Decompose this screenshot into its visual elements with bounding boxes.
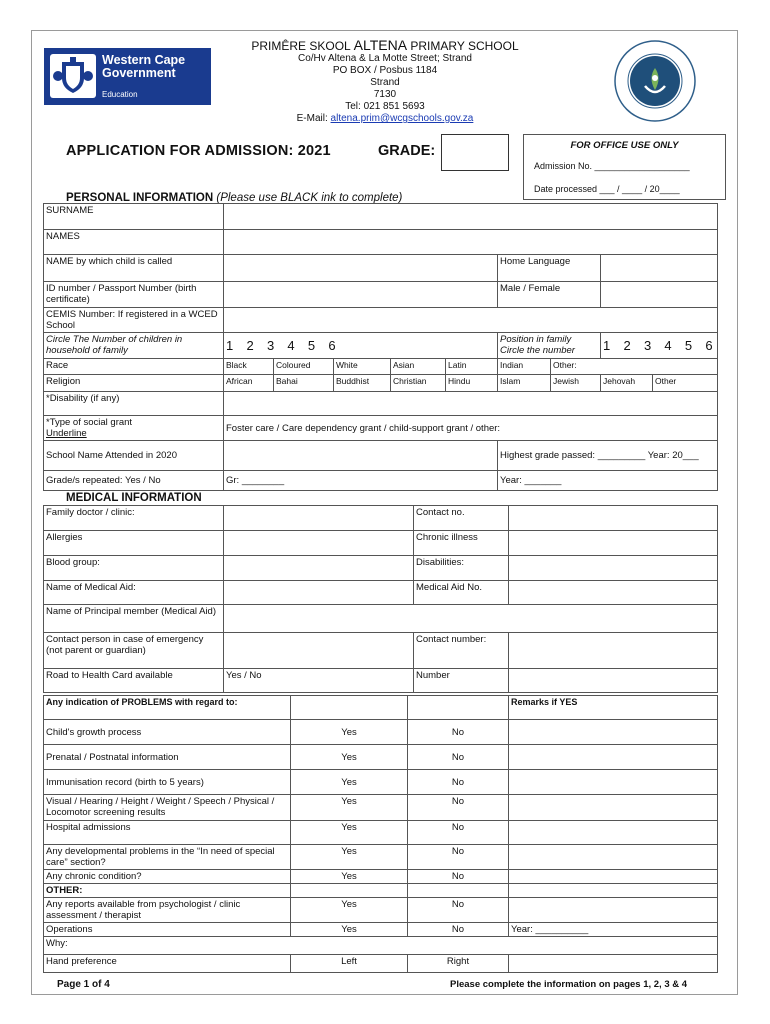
religion-option[interactable]: Other — [653, 375, 718, 392]
school-seal — [612, 38, 698, 124]
race-option[interactable]: Asian — [391, 359, 446, 375]
remarks-field[interactable] — [509, 795, 718, 821]
table-row — [44, 955, 718, 973]
allergies-field[interactable] — [224, 531, 414, 556]
table-row — [44, 359, 718, 375]
blank-cell — [509, 955, 718, 973]
coat-of-arms-icon — [50, 54, 96, 98]
religion-option[interactable]: Christian — [391, 375, 446, 392]
chronic-field[interactable] — [509, 531, 718, 556]
blank-cell — [408, 884, 509, 898]
surname-field[interactable] — [224, 204, 718, 230]
table-row — [44, 898, 718, 923]
highest-grade-field[interactable]: Highest grade passed: _________ Year: 20___ — [498, 441, 718, 471]
other-label: OTHER: — [44, 884, 291, 898]
religion-option[interactable]: Bahai — [274, 375, 334, 392]
no-option[interactable]: No — [408, 898, 509, 923]
number-label: Number — [414, 669, 509, 693]
id-number-label: ID number / Passport Number (birth certificate) — [44, 282, 224, 308]
names-label: NAMES — [44, 230, 224, 255]
grant-underline: Underline — [46, 428, 87, 439]
position-label: Position in family Circle the number — [498, 333, 601, 359]
table-row — [44, 795, 718, 821]
no-option[interactable]: No — [408, 870, 509, 884]
table-row — [44, 745, 718, 770]
personal-note: (Please use BLACK ink to complete) — [216, 192, 403, 204]
problem-label: Child's growth process — [44, 720, 291, 745]
race-option[interactable]: Other: — [551, 359, 718, 375]
gender-field[interactable] — [601, 282, 718, 308]
repeated-label: Grade/s repeated: Yes / No — [44, 471, 224, 491]
road-card-label: Road to Health Card available — [44, 669, 224, 693]
table-row — [44, 633, 718, 669]
table-row — [44, 375, 718, 392]
title-pre: PRIMÊRE SKOOL — [251, 39, 351, 53]
race-option[interactable]: White — [334, 359, 391, 375]
grant-label: *Type of social grant Underline — [44, 416, 224, 441]
table-row — [44, 416, 718, 441]
race-label: Race — [44, 359, 224, 375]
contact-no-label: Contact no. — [414, 506, 509, 531]
remarks-field[interactable] — [509, 870, 718, 884]
number-field[interactable] — [509, 669, 718, 693]
doctor-field[interactable] — [224, 506, 414, 531]
principal-field[interactable] — [224, 605, 718, 633]
remarks-heading: Remarks if YES — [509, 696, 718, 720]
remarks-field[interactable] — [509, 898, 718, 923]
called-label: NAME by which child is called — [44, 255, 224, 282]
children-label: Circle The Number of children in household of family — [44, 333, 224, 359]
religion-option[interactable]: Jehovah — [601, 375, 653, 392]
table-row — [44, 441, 718, 471]
right-option[interactable]: Right — [408, 955, 509, 973]
yes-option[interactable]: Yes — [291, 870, 408, 884]
table-row — [44, 937, 718, 955]
aid-field[interactable] — [224, 581, 414, 605]
no-option[interactable]: No — [408, 923, 509, 937]
blank-cell — [408, 696, 509, 720]
hand-label: Hand preference — [44, 955, 291, 973]
western-cape-logo — [44, 48, 211, 105]
race-option[interactable]: Coloured — [274, 359, 334, 375]
no-option[interactable]: No — [408, 795, 509, 821]
yes-option[interactable]: Yes — [291, 898, 408, 923]
email-label: E-Mail: — [296, 113, 328, 124]
religion-option[interactable]: Jewish — [551, 375, 601, 392]
operations-label: Operations — [44, 923, 291, 937]
table-row — [44, 230, 718, 255]
disabilities-field[interactable] — [509, 556, 718, 581]
blood-label: Blood group: — [44, 556, 224, 581]
school-attended-label: School Name Attended in 2020 — [44, 441, 224, 471]
blank-cell — [291, 696, 408, 720]
remarks-field[interactable] — [509, 720, 718, 745]
table-row — [44, 720, 718, 745]
table-row — [44, 506, 718, 531]
home-language-label: Home Language — [498, 255, 601, 282]
contact-number-field[interactable] — [509, 633, 718, 669]
no-option[interactable]: No — [408, 745, 509, 770]
date-processed: Date processed ___ / ____ / 20____ — [534, 184, 680, 194]
repeated-year-field[interactable]: Year: _______ — [498, 471, 718, 491]
medical-section-title: MEDICAL INFORMATION — [66, 492, 202, 504]
table-row — [44, 605, 718, 633]
contact-number-label: Contact number: — [414, 633, 509, 669]
medical-info-table — [43, 505, 718, 693]
aid-label: Name of Medical Aid: — [44, 581, 224, 605]
table-row — [44, 884, 718, 898]
blank-cell — [291, 884, 408, 898]
problems-heading: Any indication of PROBLEMS with regard to: — [44, 696, 291, 720]
doctor-label: Family doctor / clinic: — [44, 506, 224, 531]
problem-label: Visual / Hearing / Height / Weight / Speech / Physical / Locomotor screening results — [44, 795, 291, 821]
religion-option[interactable]: Hindu — [446, 375, 498, 392]
office-heading: FOR OFFICE USE ONLY — [570, 140, 679, 151]
personal-info-table — [43, 203, 718, 491]
table-row — [44, 923, 718, 937]
footer-note: Please complete the information on pages 1, 2, 3 & 4 — [450, 979, 688, 990]
logo-line1: Western Cape — [102, 53, 186, 67]
grant-options[interactable]: Foster care / Care dependency grant / child-support grant / other: — [224, 416, 718, 441]
cemis-label: CEMIS Number: If registered in a WCED School — [44, 308, 224, 333]
aid-no-label: Medical Aid No. — [414, 581, 509, 605]
table-row — [44, 282, 718, 308]
no-option[interactable]: No — [408, 821, 509, 845]
operations-year-field[interactable]: Year: __________ — [509, 923, 718, 937]
yes-option[interactable]: Yes — [291, 821, 408, 845]
left-option[interactable]: Left — [291, 955, 408, 973]
address-line4: 7130 — [373, 89, 397, 100]
email-link[interactable]: altena.prim@wcgschools.gov.za — [330, 113, 474, 124]
address-line2: PO BOX / Posbus 1184 — [332, 65, 438, 76]
admission-number: Admission No. ___________________ — [534, 161, 690, 171]
table-row — [44, 556, 718, 581]
grade-label: GRADE: — [378, 143, 436, 159]
page-number: Page 1 of 4 — [57, 979, 110, 990]
chronic-label: Chronic illness — [414, 531, 509, 556]
no-option[interactable]: No — [408, 720, 509, 745]
yes-option[interactable]: Yes — [291, 770, 408, 795]
problem-label: Any chronic condition? — [44, 870, 291, 884]
race-option[interactable]: Indian — [498, 359, 551, 375]
disability-field[interactable] — [224, 392, 718, 416]
disability-label: *Disability (if any) — [44, 392, 224, 416]
form-title: APPLICATION FOR ADMISSION: 2021 — [66, 143, 331, 159]
yes-option[interactable]: Yes — [291, 795, 408, 821]
title-name: ALTENA — [353, 37, 408, 53]
home-language-field[interactable] — [601, 255, 718, 282]
logo-dept: Education — [102, 90, 138, 99]
race-option[interactable]: Latin — [446, 359, 498, 375]
office-use-box — [523, 134, 726, 200]
names-field[interactable] — [224, 230, 718, 255]
id-number-field[interactable] — [224, 282, 498, 308]
remarks-field[interactable] — [509, 845, 718, 870]
logo-line2: Government — [102, 66, 176, 80]
contact-no-field[interactable] — [509, 506, 718, 531]
address-line3: Strand — [370, 77, 400, 88]
title-post: PRIMARY SCHOOL — [410, 39, 519, 53]
principal-label: Name of Principal member (Medical Aid) — [44, 605, 224, 633]
no-option[interactable]: No — [408, 845, 509, 870]
aid-no-field[interactable] — [509, 581, 718, 605]
yes-option[interactable]: Yes — [291, 720, 408, 745]
problem-label: Hospital admissions — [44, 821, 291, 845]
school-title — [220, 38, 550, 53]
position-numbers[interactable]: 1 2 3 4 5 6 — [601, 333, 718, 359]
table-row — [44, 669, 718, 693]
religion-option[interactable]: Islam — [498, 375, 551, 392]
tel-line: Tel: 021 851 5693 — [345, 101, 425, 112]
surname-label: SURNAME — [44, 204, 224, 230]
religion-label: Religion — [44, 375, 224, 392]
table-row — [44, 308, 718, 333]
school-header — [220, 38, 550, 125]
remarks-field[interactable] — [509, 770, 718, 795]
religion-option[interactable]: African — [224, 375, 274, 392]
table-row — [44, 821, 718, 845]
religion-option[interactable]: Buddhist — [334, 375, 391, 392]
no-option[interactable]: No — [408, 770, 509, 795]
table-row — [44, 581, 718, 605]
table-row — [44, 845, 718, 870]
grade-input-box[interactable] — [441, 134, 509, 171]
cemis-field[interactable] — [224, 308, 718, 333]
gender-label: Male / Female — [498, 282, 601, 308]
disabilities-label: Disabilities: — [414, 556, 509, 581]
blank-cell — [509, 884, 718, 898]
problems-table — [43, 695, 718, 973]
problem-label: Prenatal / Postnatal information — [44, 745, 291, 770]
problem-label: Immunisation record (birth to 5 years) — [44, 770, 291, 795]
remarks-field[interactable] — [509, 745, 718, 770]
why-field[interactable]: Why: — [44, 937, 718, 955]
table-row — [44, 255, 718, 282]
table-row — [44, 333, 718, 359]
table-row — [44, 696, 718, 720]
race-option[interactable]: Black — [224, 359, 274, 375]
allergies-label: Allergies — [44, 531, 224, 556]
reports-label: Any reports available from psychologist / clinic assessment / therapist — [44, 898, 291, 923]
yes-option[interactable]: Yes — [291, 745, 408, 770]
contact-person-field[interactable] — [224, 633, 414, 669]
yes-option[interactable]: Yes — [291, 845, 408, 870]
contact-person-label: Contact person in case of emergency (not parent or guardian) — [44, 633, 224, 669]
children-numbers[interactable]: 1 2 3 4 5 6 — [224, 333, 498, 359]
school-attended-field[interactable] — [224, 441, 498, 471]
called-field[interactable] — [224, 255, 498, 282]
table-row — [44, 770, 718, 795]
yes-option[interactable]: Yes — [291, 923, 408, 937]
table-row — [44, 392, 718, 416]
road-card-yes-no[interactable]: Yes / No — [224, 669, 414, 693]
address-line1: Co/Hv Altena & La Motte Street; Strand — [298, 53, 472, 64]
remarks-field[interactable] — [509, 821, 718, 845]
table-row — [44, 870, 718, 884]
table-row — [44, 471, 718, 491]
personal-title: PERSONAL INFORMATION — [66, 192, 214, 204]
repeated-grade-field[interactable]: Gr: ________ — [224, 471, 498, 491]
problem-label: Any developmental problems in the “In need of special care” section? — [44, 845, 291, 870]
table-row — [44, 531, 718, 556]
blood-field[interactable] — [224, 556, 414, 581]
table-row — [44, 204, 718, 230]
